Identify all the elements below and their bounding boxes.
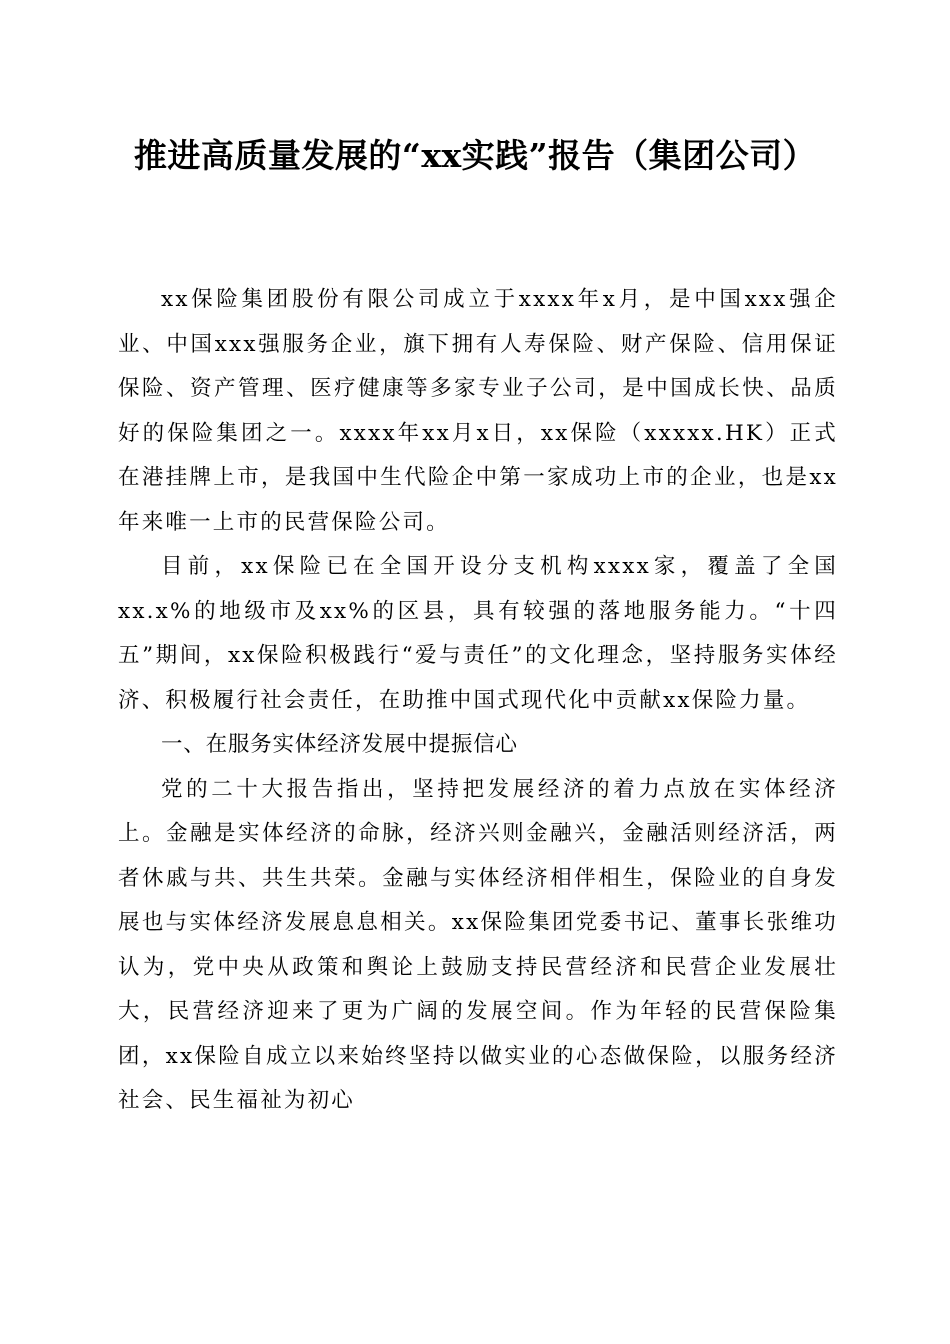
document-title: 推进高质量发展的“xx实践”报告（集团公司）	[133, 136, 817, 175]
paragraph-current-status: 目前，xx保险已在全国开设分支机构xxxx家，覆盖了全国xx.x%的地级市及xx%的区县，具有较强的落地服务能力。“十四五”期间，xx保险积极践行“爱与责任”的文化理念，坚持服务实体经济、积极履行社会责任，在助推中国式现代化中贡献xx保险力量。	[118, 554, 838, 713]
paragraph-company-intro: xx保险集团股份有限公司成立于xxxx年x月，是中国xxx强企业、中国xxx强服务企业，旗下拥有人寿保险、财产保险、信用保证保险、资产管理、医疗健康等多家专业子公司，是中国成长快、品质好的保险集团之一。xxxx年xx月x日，xx保险（xxxxx.HK）正式在港挂牌上市，是我国中生代险企中第一家成功上市的企业，也是xx年来唯一上市的民营保险公司。	[118, 287, 838, 535]
paragraph-section-1: 党的二十大报告指出，坚持把发展经济的着力点放在实体经济上。金融是实体经济的命脉，经济兴则金融兴，金融活则经济活，两者休戚与共、共生共荣。金融与实体经济相伴相生，保险业的自身发展也与实体经济发展息息相关。xx保险集团党委书记、董事长张维功认为，党中央从政策和舆论上鼓励支持民营经济和民营企业发展壮大，民营经济迎来了更为广阔的发展空间。作为年轻的民营保险集团，xx保险自成立以来始终坚持以做实业的心态做保险，以服务经济社会、民生福祉为初心	[118, 776, 838, 1113]
document-body	[118, 278, 838, 1124]
section-heading-1: 一、在服务实体经济发展中提振信心	[161, 732, 518, 757]
